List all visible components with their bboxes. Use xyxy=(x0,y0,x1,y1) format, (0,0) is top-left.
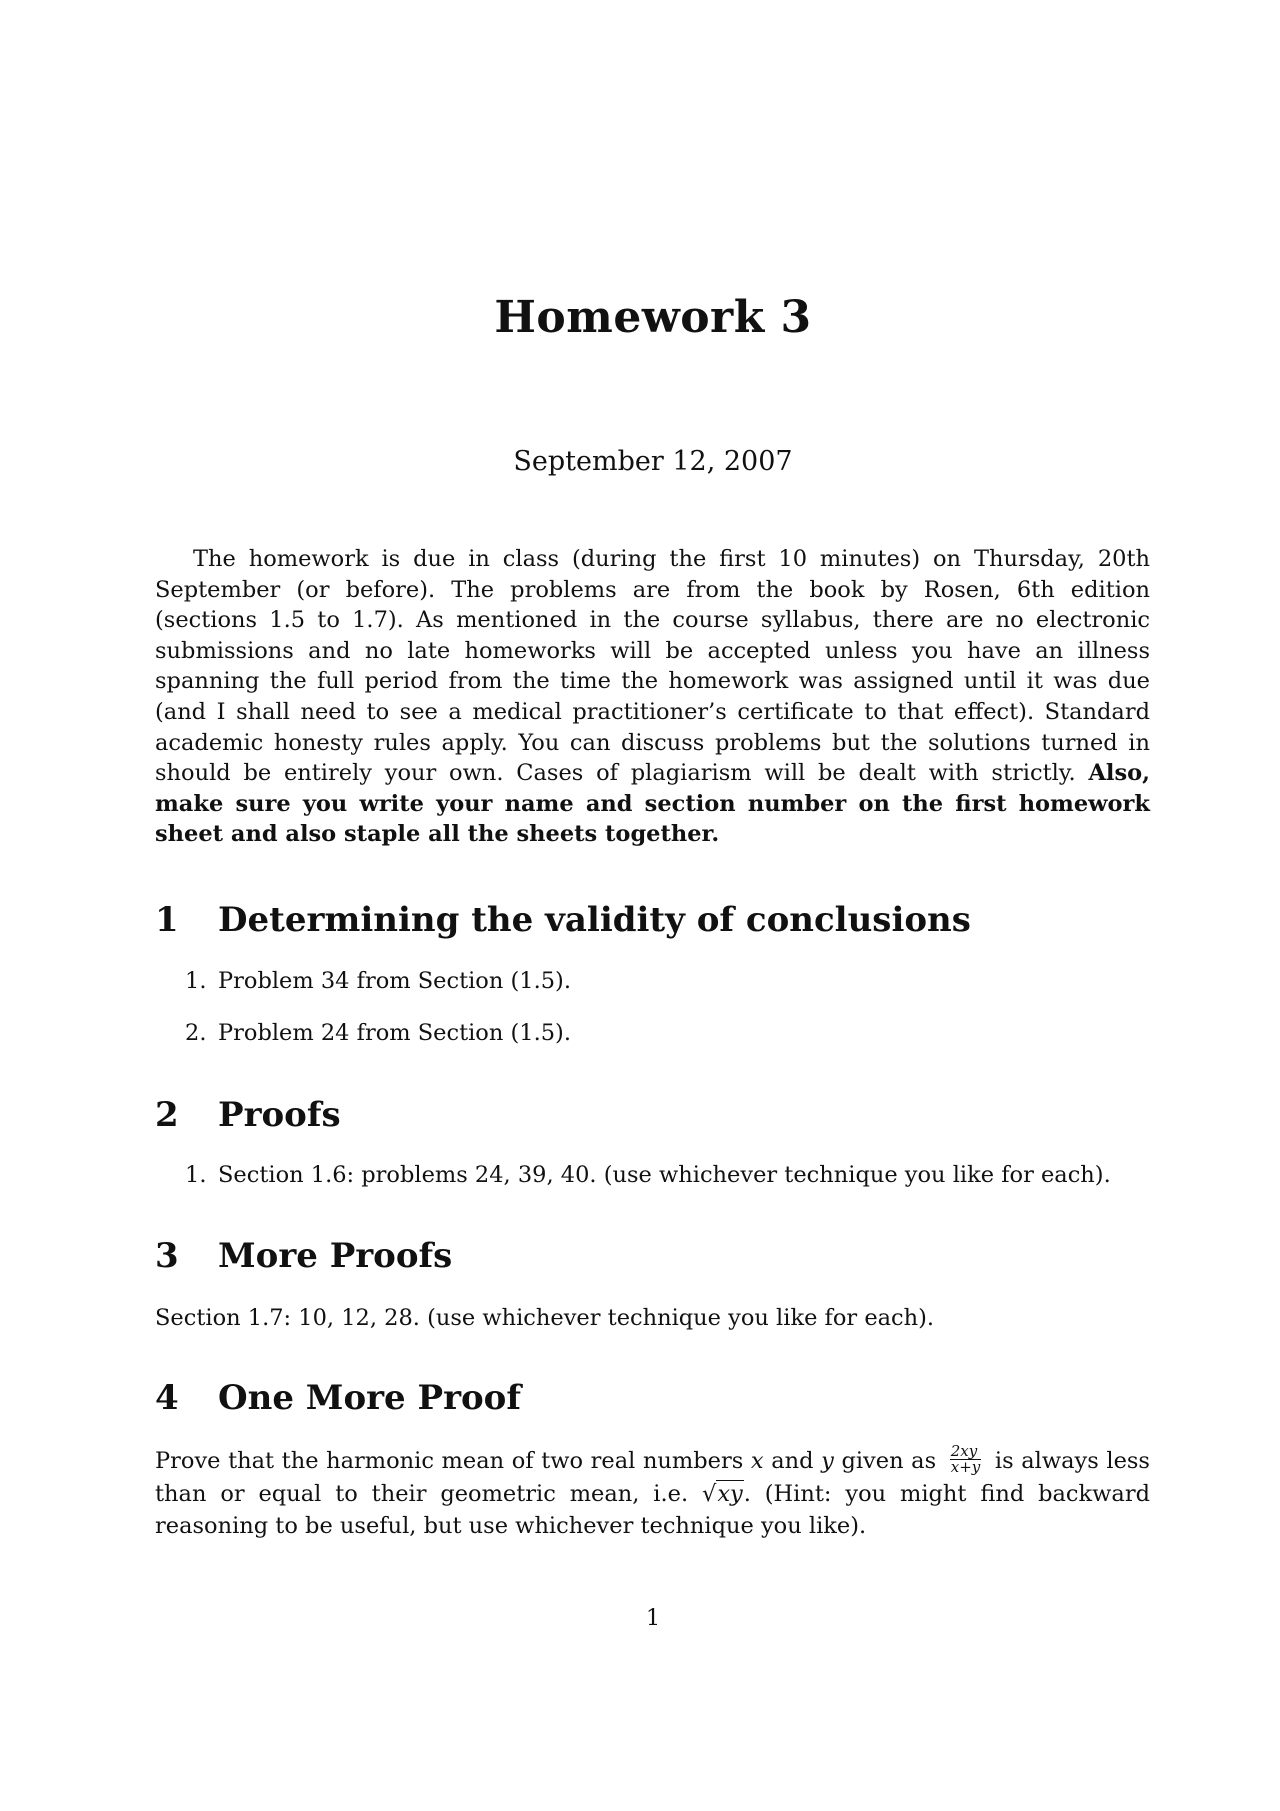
item-number: 1. xyxy=(185,968,207,994)
geometric-mean-sqrt xyxy=(702,1480,744,1507)
section-4-body xyxy=(155,1441,1150,1542)
page-title: Homework 3 xyxy=(494,292,812,343)
sqrt-symbol: √ xyxy=(702,1480,717,1507)
item-number: 2. xyxy=(185,1020,207,1046)
section-4-heading xyxy=(155,1378,521,1418)
sqrt-argument: xy xyxy=(717,1480,743,1507)
body-text: given as xyxy=(833,1448,944,1474)
fraction-numerator: 2xy xyxy=(950,1444,982,1460)
item-text: Problem 24 from Section (1.5). xyxy=(218,1020,571,1046)
section-3-heading xyxy=(155,1236,452,1276)
list-item xyxy=(185,1020,571,1046)
intro-paragraph xyxy=(155,544,1150,850)
section-title: One More Proof xyxy=(218,1378,521,1418)
fraction-denominator: x+y xyxy=(950,1457,981,1476)
body-text: . (Hint: you might find backward reasoning to be useful, but use whichever technique you like). xyxy=(155,1480,1150,1539)
intro-text: The homework is due in class (during the first 10 minutes) on Thursday, 20th September (or before). The problems are from the book by Rosen, 6th edition (sections 1.5 to 1.7). As mentioned in the course syllabus, there are no electronic submissions and no late homeworks will be accepted unless you have an illness spanning the full period from the time the homework was assigned until it was due (and I shall need to see a medical practitioner’s certificate to that effect). Standard academic honesty rules apply. You can discuss problems but the solutions turned in should be entirely your own. Cases of plagiarism will be dealt with strictly. xyxy=(155,546,1150,787)
item-text: Problem 34 from Section (1.5). xyxy=(218,968,571,994)
body-text: and xyxy=(763,1448,822,1474)
item-number: 1. xyxy=(185,1162,207,1188)
math-x: x xyxy=(750,1448,764,1474)
list-item xyxy=(185,1162,1111,1188)
harmonic-mean-fraction xyxy=(950,1441,982,1476)
section-number: 4 xyxy=(155,1378,179,1418)
section-number: 1 xyxy=(155,900,179,940)
body-text: Prove that the harmonic mean of two real numbers xyxy=(155,1448,751,1474)
list-item xyxy=(185,968,571,994)
page-number: 1 xyxy=(645,1605,661,1631)
document-date: September 12, 2007 xyxy=(513,446,793,477)
math-y: y xyxy=(821,1448,834,1474)
section-1-heading xyxy=(155,900,971,940)
section-title: More Proofs xyxy=(218,1236,453,1276)
section-2-heading xyxy=(155,1095,341,1135)
section-title: Determining the validity of conclusions xyxy=(218,900,971,940)
body-text: is always less than or equal to their geometric mean, i.e. xyxy=(155,1448,1150,1507)
item-text: Section 1.6: problems 24, 39, 40. (use whichever technique you like for each). xyxy=(218,1162,1111,1188)
section-3-body: Section 1.7: 10, 12, 28. (use whichever technique you like for each). xyxy=(155,1305,935,1331)
section-number: 3 xyxy=(155,1236,179,1276)
section-title: Proofs xyxy=(218,1095,341,1135)
section-number: 2 xyxy=(155,1095,179,1135)
intro-bold-note: Also, make sure you write your name and section number on the first homework sheet and also staple all the sheets together. xyxy=(155,760,1150,848)
